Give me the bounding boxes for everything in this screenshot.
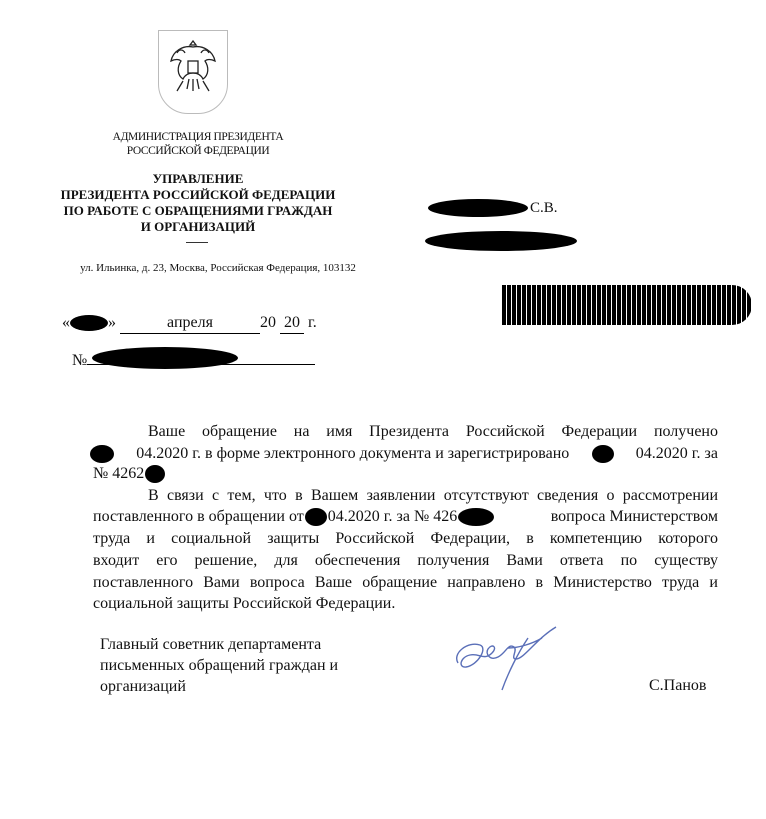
text: вопроса Министерством: [550, 508, 718, 525]
text: № 4262: [93, 465, 145, 482]
department-header: [50, 171, 346, 235]
year-prefix: 20: [260, 314, 276, 331]
title-line: письменных обращений граждан и: [100, 657, 339, 674]
date-month: апреля: [120, 313, 260, 334]
redaction: [305, 508, 327, 526]
redaction: [90, 445, 114, 463]
handwritten-signature: [448, 618, 563, 693]
date-line: [62, 313, 317, 334]
year-unit: г.: [308, 314, 317, 331]
number-sign: №: [72, 352, 88, 369]
address: ул. Ильинка, д. 23, Москва, Российская Федерация, 103132: [80, 262, 356, 274]
body-text: [90, 444, 718, 464]
redaction: [145, 465, 165, 483]
signatory-name: С.Панов: [649, 677, 707, 694]
redaction: [502, 285, 752, 325]
signatory-title: [100, 634, 338, 697]
redaction: [458, 508, 494, 526]
redaction: [92, 347, 238, 369]
title-line: Главный советник департамента: [100, 636, 322, 653]
double-headed-eagle-icon: [159, 31, 227, 113]
body-text: поставленного Вами вопроса Ваше обращение направлено в Министерство труда и: [93, 574, 718, 591]
redaction: [592, 445, 614, 463]
dept-line: УПРАВЛЕНИЕ: [152, 171, 244, 186]
text: 04.2020 г. в форме электронного документа и зарегистрировано: [136, 445, 570, 462]
redaction: [425, 231, 577, 251]
dept-line: ПО РАБОТЕ С ОБРАЩЕНИЯМИ ГРАЖДАН: [63, 203, 333, 218]
body-text: Ваше обращение на имя Президента Российской Федерации получено: [148, 423, 718, 440]
body-text: труда и социальной защиты Российской Федерации, в компетенцию которого: [93, 530, 718, 547]
body-text: [93, 507, 718, 527]
dept-line: ПРЕЗИДЕНТА РОССИЙСКОЙ ФЕДЕРАЦИИ: [60, 187, 336, 202]
redaction: [428, 199, 528, 217]
recipient-initials: С.В.: [530, 200, 558, 216]
text: поставленного в обращении от: [93, 508, 304, 525]
admin-line: АДМИНИСТРАЦИЯ ПРЕЗИДЕНТА: [112, 131, 284, 143]
administration-header: [70, 130, 326, 158]
body-text: социальной защиты Российской Федерации.: [93, 595, 396, 612]
title-line: организаций: [100, 678, 186, 695]
redaction: [70, 315, 108, 331]
body-text: [93, 464, 165, 484]
divider: [186, 242, 208, 243]
body-text: входит его решение, для обеспечения получения Вами ответа по существу: [93, 552, 718, 569]
text: 04.2020 г. за № 426: [327, 508, 458, 525]
admin-line: РОССИЙСКОЙ ФЕДЕРАЦИИ: [126, 145, 270, 157]
quote: »: [108, 314, 116, 331]
text: 04.2020 г. за: [635, 445, 718, 462]
dept-line: И ОРГАНИЗАЦИЙ: [140, 219, 256, 234]
body-text: В связи с тем, что в Вашем заявлении отсутствуют сведения о рассмотрении: [148, 487, 718, 504]
state-emblem: [158, 30, 228, 114]
quote: «: [62, 314, 70, 331]
year-suffix: 20: [280, 313, 304, 334]
